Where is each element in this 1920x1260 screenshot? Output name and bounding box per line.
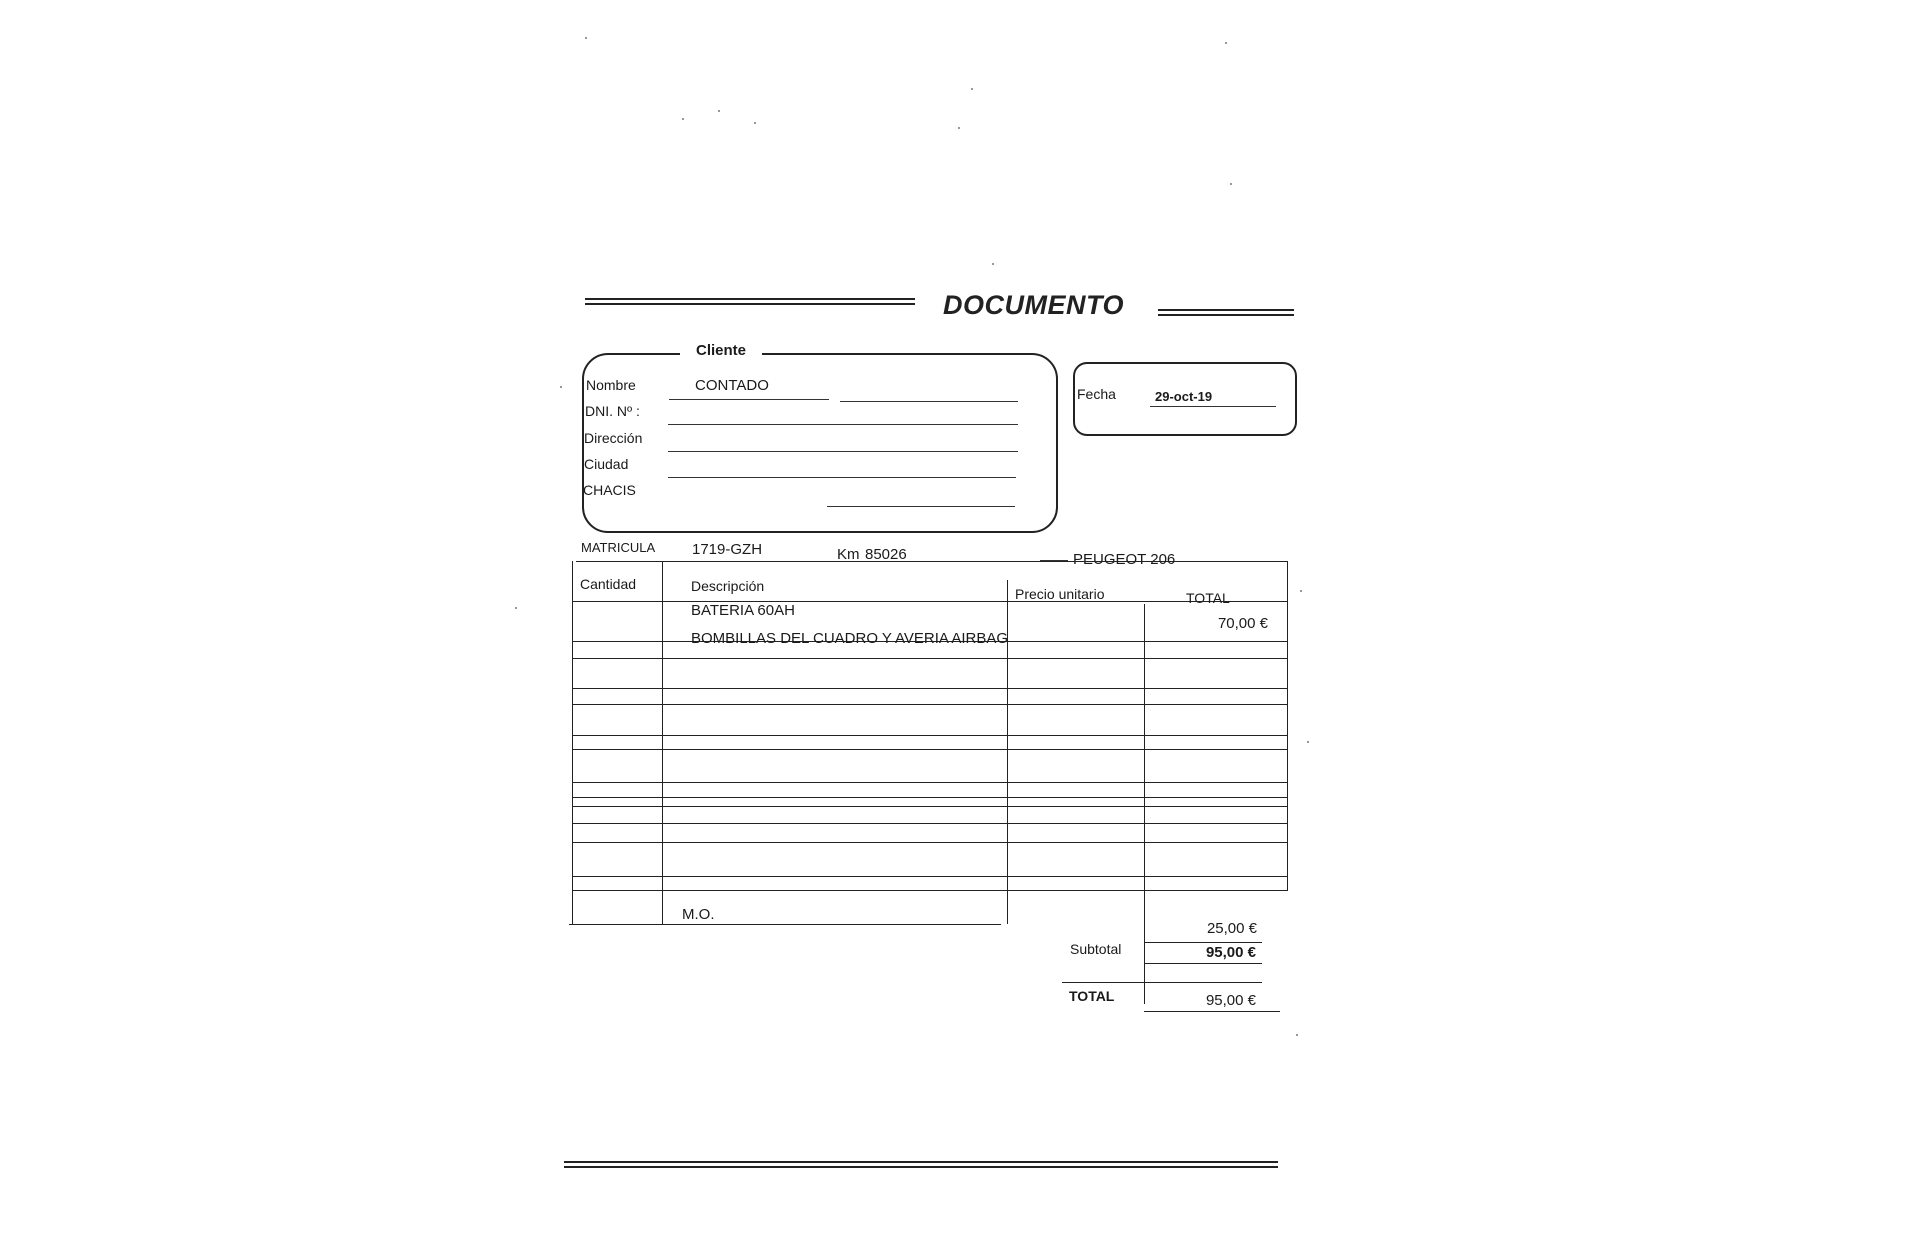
subtotal-underline — [1144, 963, 1262, 964]
nombre-line-2 — [840, 401, 1018, 402]
table-left-border — [572, 561, 573, 924]
scan-speck — [754, 122, 756, 124]
row-line — [573, 876, 1287, 877]
header-descripcion: Descripción — [691, 578, 765, 594]
fecha-label: Fecha — [1077, 386, 1116, 402]
row-line — [573, 823, 1287, 824]
vehicle-model: PEUGEOT 206 — [1073, 551, 1176, 568]
direccion-label: Dirección — [584, 430, 643, 446]
ciudad-label: Ciudad — [584, 456, 629, 472]
km-value: 85026 — [865, 546, 907, 563]
footer-rule-2 — [564, 1166, 1278, 1168]
scan-speck — [515, 607, 517, 609]
scan-speck — [1296, 1034, 1298, 1036]
scan-speck — [971, 88, 973, 90]
row-line — [573, 782, 1287, 783]
row-line — [573, 688, 1287, 689]
mo-label: M.O. — [682, 906, 715, 923]
scan-speck — [992, 263, 994, 265]
row-1-total: 70,00 € — [1217, 615, 1268, 632]
header-rule-right-2 — [1158, 314, 1294, 316]
header-total: TOTAL — [1186, 590, 1230, 606]
scan-speck — [958, 127, 960, 129]
row-line — [573, 749, 1287, 750]
nombre-label: Nombre — [586, 377, 636, 393]
client-legend: Cliente — [680, 342, 762, 359]
fecha-value: 29-oct-19 — [1155, 389, 1213, 404]
ciudad-line — [668, 477, 1016, 478]
row-line — [573, 842, 1287, 843]
total-underline — [1144, 1011, 1280, 1012]
row-line — [573, 658, 1287, 659]
scan-speck — [585, 37, 587, 39]
matricula-label: MATRICULA — [581, 540, 656, 555]
header-rule-left-2 — [585, 303, 915, 305]
header-cantidad: Cantidad — [580, 576, 637, 592]
total-value: 95,00 € — [1205, 992, 1256, 1009]
header-precio: Precio unitario — [1015, 586, 1105, 602]
total-top-line — [1062, 982, 1262, 983]
mo-value: 25,00 € — [1206, 920, 1257, 937]
km-label: Km — [837, 546, 860, 563]
scan-speck — [1225, 42, 1227, 44]
footer-rule — [564, 1161, 1278, 1163]
scan-speck — [1307, 741, 1309, 743]
table-bottom-line — [569, 924, 1001, 925]
matricula-value: 1719-GZH — [692, 541, 763, 558]
dni-label: DNI. Nº : — [585, 403, 640, 419]
subtotal-value: 95,00 € — [1205, 944, 1256, 961]
scan-speck — [1230, 183, 1232, 185]
nombre-value: CONTADO — [695, 377, 769, 394]
table-right-border — [1287, 561, 1288, 891]
fecha-line — [1150, 406, 1276, 407]
row-line — [573, 735, 1287, 736]
col-divider-3 — [1144, 604, 1145, 1004]
col-divider-1 — [662, 561, 663, 924]
scan-speck — [682, 118, 684, 120]
scan-speck — [718, 110, 720, 112]
row-line — [573, 890, 1287, 891]
scan-speck — [1300, 590, 1302, 592]
direccion-line — [668, 451, 1018, 452]
document-title: DOCUMENTO — [943, 290, 1125, 320]
row-line — [573, 704, 1287, 705]
chacis-line — [827, 506, 1015, 507]
row-1-description: BATERIA 60AH — [691, 602, 795, 619]
header-rule-right — [1158, 309, 1294, 311]
row-line — [573, 806, 1287, 807]
subtotal-label: Subtotal — [1070, 941, 1122, 957]
nombre-line — [669, 399, 829, 400]
header-rule-left — [585, 298, 915, 300]
header-underline — [573, 601, 1287, 602]
total-label: TOTAL — [1069, 988, 1115, 1004]
dni-line — [668, 424, 1018, 425]
row-line — [573, 797, 1287, 798]
chacis-label: CHACIS — [583, 482, 636, 498]
scan-speck — [560, 386, 562, 388]
row-2-description: BOMBILLAS DEL CUADRO Y AVERIA AIRBAG — [691, 630, 1009, 647]
subtotal-top-line — [1144, 942, 1262, 943]
table-top-line — [576, 561, 1287, 562]
